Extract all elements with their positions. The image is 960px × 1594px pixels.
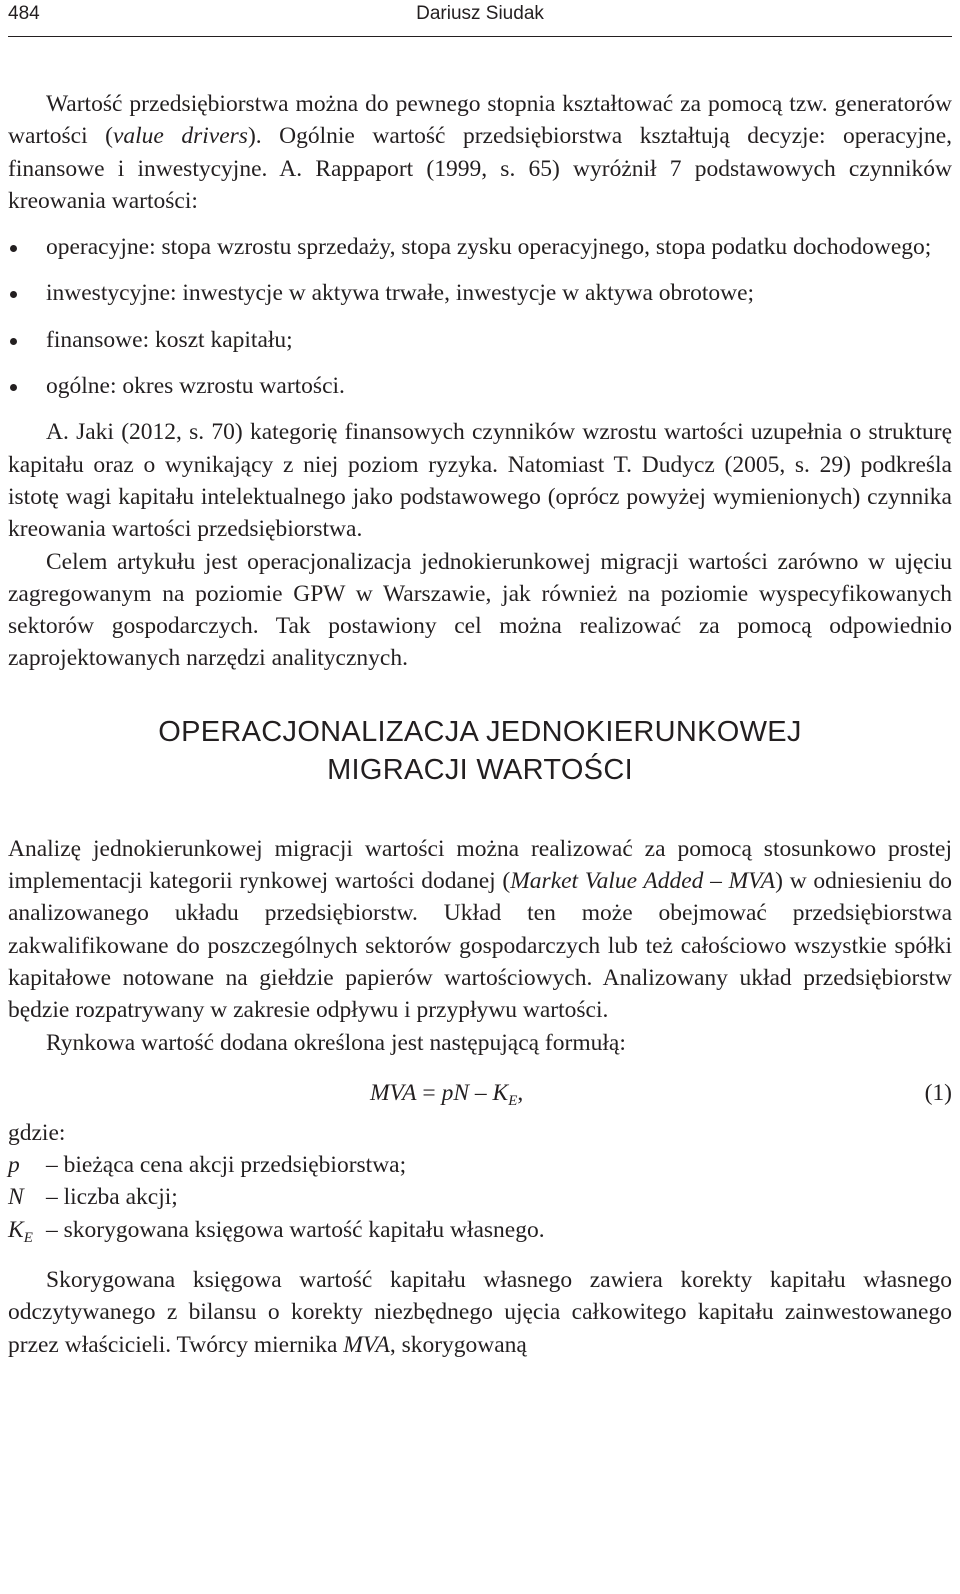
- formula-1: [8, 1073, 952, 1113]
- formula-number: (1): [924, 1079, 952, 1106]
- definition-item: $K_E$ – skorygowana księgowa wartość kapitału własnego.: [8, 1216, 545, 1246]
- mva-term: Market Value Added – MVA: [510, 868, 776, 895]
- formula-expression: MVA = pN – $K_E$,: [370, 1079, 524, 1109]
- intro-paragraph-1: Wartość przedsiębiorstwa można do pewnego stopnia kształtować za pomocą tzw. generatorów wartości (value drivers). Ogólnie wartość przedsiębiorstwa kształtują decyzje: operacyjne, finansowe i inwestycyjne. A. Rappaport (1999, s. 65) wyróżnił 7 podstawowych czynników kreowania wartości:: [8, 91, 953, 214]
- section-heading-line-2: MIGRACJI WARTOŚCI: [327, 753, 633, 786]
- page-body: [8, 88, 952, 1361]
- intro-paragraph-2: A. Jaki (2012, s. 70) kategorię finansowych czynników wzrostu wartości uzupełnia o strukturę kapitału oraz o wynikający z niej poziom ryzyka. Natomiast T. Dudycz (2005, s. 29) podkreśla istotę wagi kapitału intelektualnego jako podstawowego (oprócz powyżej wymienionych) czynnika kreowania wartości przedsiębiorstwa.: [8, 419, 952, 543]
- list-item: operacyjne: stopa wzrostu sprzedaży, stopa zysku operacyjnego, stopa podatku dochodowego;: [8, 231, 952, 263]
- value-drivers-list: [8, 231, 952, 402]
- intro-paragraph-3: Celem artykułu jest operacjonalizacja jednokierunkowej migracji wartości zarówno w ujęciu zagregowanym na poziomie GPW w Warszawie, jak również na poziomie wyspecyfikowanych sektorów gospodarczych. Tak postawiony cel można realizować za pomocą odpowiednio zaprojektowanych narzędzi analitycznych.: [8, 548, 952, 672]
- value-drivers-term: value drivers: [112, 123, 248, 150]
- section-heading: [8, 713, 952, 789]
- running-author: Dariusz Siudak: [416, 3, 544, 24]
- running-header: [8, 0, 952, 37]
- section-heading-line-1: OPERACJONALIZACJA JEDNOKIERUNKOWEJ: [158, 715, 802, 748]
- page-number: 484: [8, 3, 40, 24]
- definitions-intro: gdzie:: [8, 1119, 66, 1146]
- definition-item: p – bieżąca cena akcji przedsiębiorstwa;: [8, 1152, 407, 1179]
- list-item: ogólne: okres wzrostu wartości.: [8, 370, 952, 402]
- list-item: inwestycyjne: inwestycje w aktywa trwałe, inwestycje w aktywa obrotowe;: [8, 277, 952, 309]
- section-paragraph-1: Analizę jednokierunkowej migracji wartości można realizować za pomocą stosunkowo prostej implementacji kategorii rynkowej wartości dodanej (Market Value Added – MVA) w odniesieniu do analizowanego układu przedsiębiorstw. Układ ten może obejmować przedsiębiorstwa zakwalifikowane do poszczególnych sektorów gospodarczych lub też całościowo wszystkie spółki kapitałowe notowane na giełdzie papierów wartościowych. Analizowany układ przedsiębiorstw będzie rozpatrywany w zakresie odpływu i przypływu wartości.: [8, 835, 952, 1024]
- closing-paragraph: Skorygowana księgowa wartość kapitału własnego zawiera korekty kapitału własnego odczytywanego z bilansu o korekty niezbędnego ujęcia całkowitego kapitału zainwestowanego przez właścicieli. Twórcy miernika MVA, skorygowaną: [8, 1267, 952, 1358]
- list-item: finansowe: koszt kapitału;: [8, 324, 952, 356]
- definition-item: N – liczba akcji;: [8, 1184, 178, 1211]
- formula-definitions: [8, 1117, 952, 1246]
- section-paragraph-2: Rynkowa wartość dodana określona jest następującą formułą:: [46, 1029, 626, 1056]
